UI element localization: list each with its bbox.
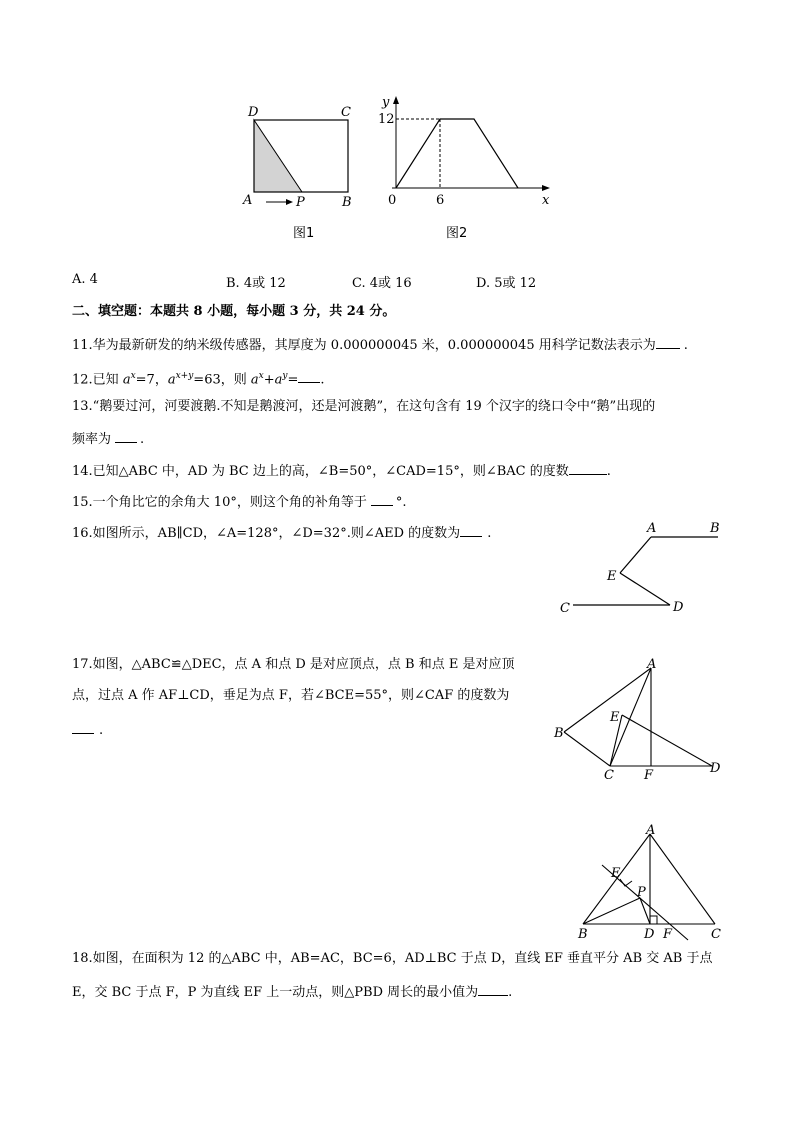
q12-var: a [274, 372, 283, 388]
label-E: E [610, 710, 620, 725]
origin-label: 0 [388, 193, 397, 208]
question-15-text: 15.一个角比它的余角大 10°，则这个角的补角等于 [72, 495, 367, 510]
q12-part: =7， [135, 372, 168, 388]
answer-blank-14[interactable] [569, 461, 607, 475]
question-18-end: . [508, 985, 513, 1000]
q12-var: a [167, 372, 176, 388]
q12-part: =63，则 [193, 372, 251, 388]
answer-blank-16[interactable] [460, 523, 482, 537]
label-D: D [710, 761, 721, 776]
figure-1-caption: 图1 [293, 226, 315, 241]
label-D: D [644, 927, 655, 942]
option-c: C. 4或 16 [352, 276, 412, 291]
question-17-end: . [99, 723, 104, 738]
question-18-line-2 [72, 982, 512, 1002]
segment-ed [620, 573, 670, 605]
segment-ac [650, 834, 715, 924]
question-14 [72, 461, 611, 481]
figure-2-caption: 图2 [446, 226, 468, 241]
y-axis-arrow-icon [393, 96, 399, 104]
question-12 [72, 367, 325, 389]
question-13-text: 频率为 [72, 432, 112, 447]
answer-blank-17[interactable] [72, 720, 94, 734]
label-C: C [341, 105, 351, 120]
label-A: A [243, 193, 253, 208]
q12-part: 12.已知 [72, 372, 123, 388]
answer-blank-18[interactable] [478, 982, 508, 996]
label-A: A [646, 823, 656, 838]
label-A: A [647, 521, 657, 536]
label-A: A [647, 657, 657, 672]
right-angle-mark-d [650, 916, 657, 924]
label-C: C [560, 601, 570, 616]
label-C: C [604, 768, 614, 783]
question-18-line-1: 18.如图，在面积为 12 的△ABC 中，AB=AC，BC=6，AD⊥BC 于点 D，直线 EF 垂直平分 AB 交 AB 于点 [72, 951, 713, 966]
question-13-line-1: 13.“鹅要过河，河要渡鹅.不知是鹅渡河，还是河渡鹅”，在这句含有 19 个汉字的绕口令中“鹅”出现的 [72, 399, 656, 414]
q12-exp: x [258, 371, 264, 381]
label-F: F [644, 768, 654, 783]
segment-bc [564, 732, 610, 766]
graph-line [396, 119, 518, 188]
x-axis-label: x [542, 193, 550, 208]
figure-17 [550, 655, 730, 785]
question-12-end: . [320, 372, 325, 388]
q12-var: a [122, 372, 131, 388]
q12-part: + [263, 372, 275, 388]
x-axis-arrow-icon [542, 185, 550, 191]
figure-18 [570, 820, 730, 945]
answer-blank-15[interactable] [371, 492, 393, 506]
label-P: P [296, 195, 305, 210]
x-tick-label: 6 [436, 193, 445, 208]
label-B: B [342, 195, 352, 210]
section-title: 二、填空题：本题共 8 小题，每小题 3 分，共 24 分。 [72, 304, 396, 319]
label-D: D [248, 105, 259, 120]
label-E: E [611, 866, 621, 881]
option-b: B. 4或 12 [226, 276, 286, 291]
option-a: A. 4 [72, 272, 98, 287]
answer-blank-13[interactable] [115, 429, 137, 443]
question-14-end: . [606, 464, 611, 479]
y-axis-label: y [382, 95, 390, 110]
label-C: C [711, 927, 721, 942]
label-E: E [607, 569, 617, 584]
segment-bp [583, 898, 640, 924]
label-B: B [554, 726, 564, 741]
question-15 [72, 492, 407, 512]
question-18-text: E，交 BC 于点 F，P 为直线 EF 上一动点，则△PBD 周长的最小值为 [72, 985, 479, 1000]
question-15-end: °. [395, 495, 407, 510]
answer-blank-12[interactable] [298, 369, 320, 383]
q12-exp: y [282, 371, 288, 381]
shaded-triangle [254, 120, 302, 192]
question-16 [72, 523, 491, 543]
label-D: D [673, 600, 684, 615]
question-16-text: 16.如图所示，AB∥CD，∠A=128°，∠D=32°.则∠AED 的度数为 [72, 526, 461, 541]
q12-part: = [287, 372, 299, 388]
question-17-line-2: 点，过点 A 作 AF⊥CD，垂足为点 F，若∠BCE=55°，则∠CAF 的度数为 [72, 688, 510, 703]
question-11-end: . [683, 338, 688, 353]
figure-1 [238, 100, 358, 212]
label-B: B [578, 927, 588, 942]
figure-2 [372, 92, 556, 212]
segment-ed [622, 715, 712, 766]
question-13-line-2 [72, 429, 144, 449]
q12-var: a [250, 372, 259, 388]
q12-exp: x+y [175, 371, 194, 381]
question-16-end: . [487, 526, 492, 541]
label-P: P [637, 885, 646, 900]
segment-ae [620, 537, 651, 573]
label-F: F [663, 927, 673, 942]
option-d: D. 5或 12 [476, 276, 537, 291]
question-13-end: . [140, 432, 145, 447]
q12-exp: x [130, 371, 136, 381]
y-tick-label: 12 [378, 112, 395, 127]
question-17-line-1: 17.如图，△ABC≌△DEC，点 A 和点 D 是对应顶点，点 B 和点 E 是对应顶 [72, 657, 515, 672]
label-B: B [710, 521, 720, 536]
figure-16 [555, 515, 730, 620]
question-14-text: 14.已知△ABC 中，AD 为 BC 边上的高，∠B=50°，∠CAD=15°，则∠BAC 的度数 [72, 464, 569, 479]
arrow-head-icon [286, 199, 293, 205]
question-11-text: 11.华为最新研发的纳米级传感器，其厚度为 0.000000045 米，0.000000045 用科学记数法表示为 [72, 338, 656, 353]
question-17-line-3 [72, 720, 103, 740]
answer-blank-11[interactable] [656, 335, 680, 349]
question-11 [72, 335, 688, 355]
